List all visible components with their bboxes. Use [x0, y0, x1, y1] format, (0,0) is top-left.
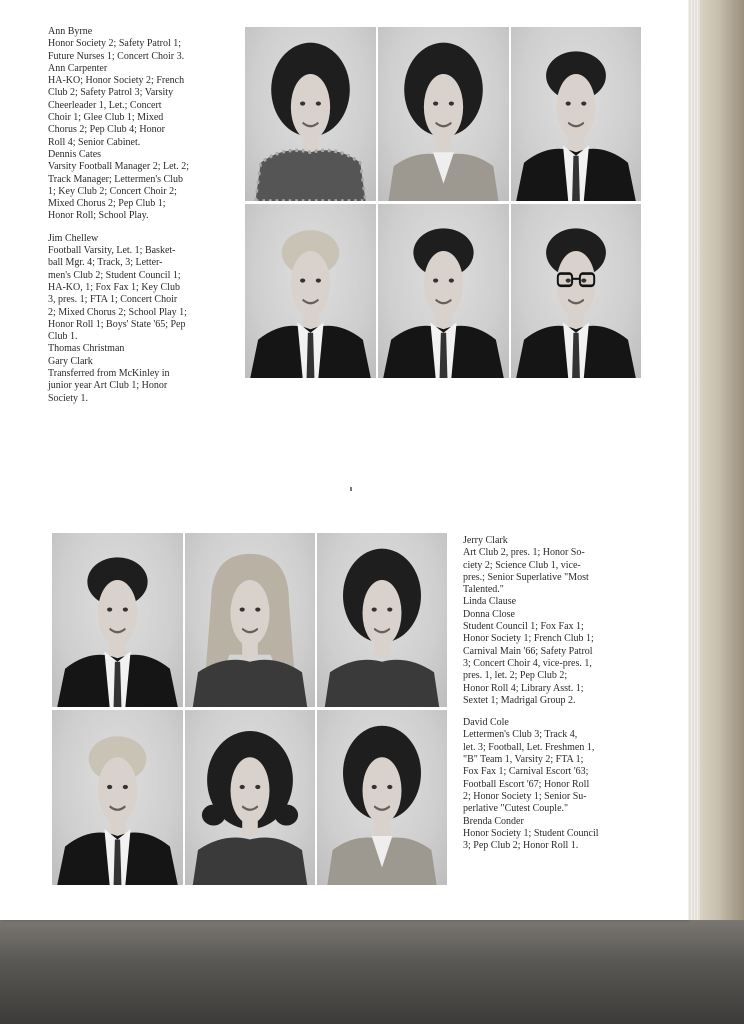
student-portrait-photo [185, 533, 315, 707]
student-portrait-photo [511, 27, 641, 201]
student-activities: Student Council 1; Fox Fax 1; Honor Society 1; French Club 1; Carnival Main '66; Safety Patrol 3; Concert Choir 4, vice-pres. 1, pres. 1, let. 2; Pep Club 2; Honor Roll 4; Library Asst. 1; Sextet 1; Madrigal Group 2. [463, 621, 594, 706]
caption-entry [48, 233, 238, 344]
page-stack-edge [688, 0, 700, 920]
book-binding [700, 0, 744, 940]
student-name: Brenda Conder [463, 815, 524, 827]
caption-entry [463, 717, 653, 815]
student-portrait-photo [52, 710, 183, 885]
student-portrait-photo [185, 710, 315, 885]
student-name: Ann Byrne [48, 26, 93, 37]
student-portrait-photo [378, 204, 509, 378]
table-surface [0, 920, 744, 1024]
student-name: Jim Chellew [48, 232, 99, 244]
caption-entry [48, 356, 238, 405]
student-activities: Varsity Football Manager 2; Let. 2; Track Manager; Lettermen's Club 1; Key Club 2; Concert Choir 2; Mixed Chorus 2; Pep Club 1; Honor Roll; School Play. [48, 161, 190, 222]
student-name: Linda Clause [463, 596, 517, 608]
student-portrait-photo [317, 533, 447, 707]
student-name: Thomas Christman [48, 343, 125, 355]
student-portrait-photo [378, 27, 509, 201]
caption-entry [48, 149, 238, 223]
student-portrait-photo [52, 533, 183, 707]
print-speck [350, 487, 352, 491]
caption-entry [463, 535, 653, 596]
caption-entry [463, 596, 653, 608]
caption-entry [48, 343, 238, 355]
student-activities: HA-KO; Honor Society 2; French Club 2; Safety Patrol 3; Varsity Cheerleader 1, Let.; Concert Choir 1; Glee Club 1; Mixed Chorus 2; Pep Club 4; Honor Roll 4; Senior Cabinet. [48, 75, 185, 148]
student-activities: Honor Society 2; Safety Patrol 1; Future Nurses 1; Concert Choir 3. [48, 38, 185, 62]
student-activities: Honor Society 1; Student Council 3; Pep Club 2; Honor Roll 1. [463, 827, 599, 852]
caption-entry [48, 26, 238, 63]
student-name: David Cole [463, 717, 509, 729]
student-name: Gary Clark [48, 355, 93, 367]
caption-entry [463, 609, 653, 707]
student-portrait-photo [245, 27, 376, 201]
portrait-grid-top [245, 27, 641, 379]
caption-entry [463, 816, 653, 853]
student-name: Ann Carpenter [48, 62, 108, 74]
caption-block-top-left [48, 26, 238, 405]
student-activities: Lettermen's Club 3; Track 4, let. 3; Football, Let. Freshmen 1, "B" Team 1, Varsity 2; FTA 1; Fox Fax 1; Carnival Escort '63; Football Escort '67; Honor Roll 2; Honor Society 1; Senior Su- perlative "Cutest Couple." [463, 729, 595, 815]
student-activities: Football Varsity, Let. 1; Basket- ball Mgr. 4; Track, 3; Letter- men's Club 2; Student Council 1; HA-KO, 1; Fox Fax 1; Key Club 3, pres. 1; FTA 1; Concert Choir 2; Mixed Chorus 2; School Play 1; Honor Roll 1; Boys' State '65; Pep Club 1. [48, 245, 187, 343]
student-activities: Art Club 2, pres. 1; Honor So- ciety 2; Science Club 1, vice- pres.; Senior Superlative "Most Talented." [463, 547, 589, 596]
student-name: Jerry Clark [463, 535, 508, 546]
student-portrait-photo [245, 204, 376, 378]
caption-block-bottom-right [463, 535, 653, 852]
student-portrait-photo [317, 710, 447, 885]
student-name: Dennis Cates [48, 148, 102, 160]
student-name: Donna Close [463, 608, 515, 620]
student-activities: Transferred from McKinley in junior year Art Club 1; Honor Society 1. [48, 368, 170, 404]
student-portrait-photo [511, 204, 641, 378]
caption-entry [48, 63, 238, 149]
portrait-grid-bottom [52, 533, 446, 886]
